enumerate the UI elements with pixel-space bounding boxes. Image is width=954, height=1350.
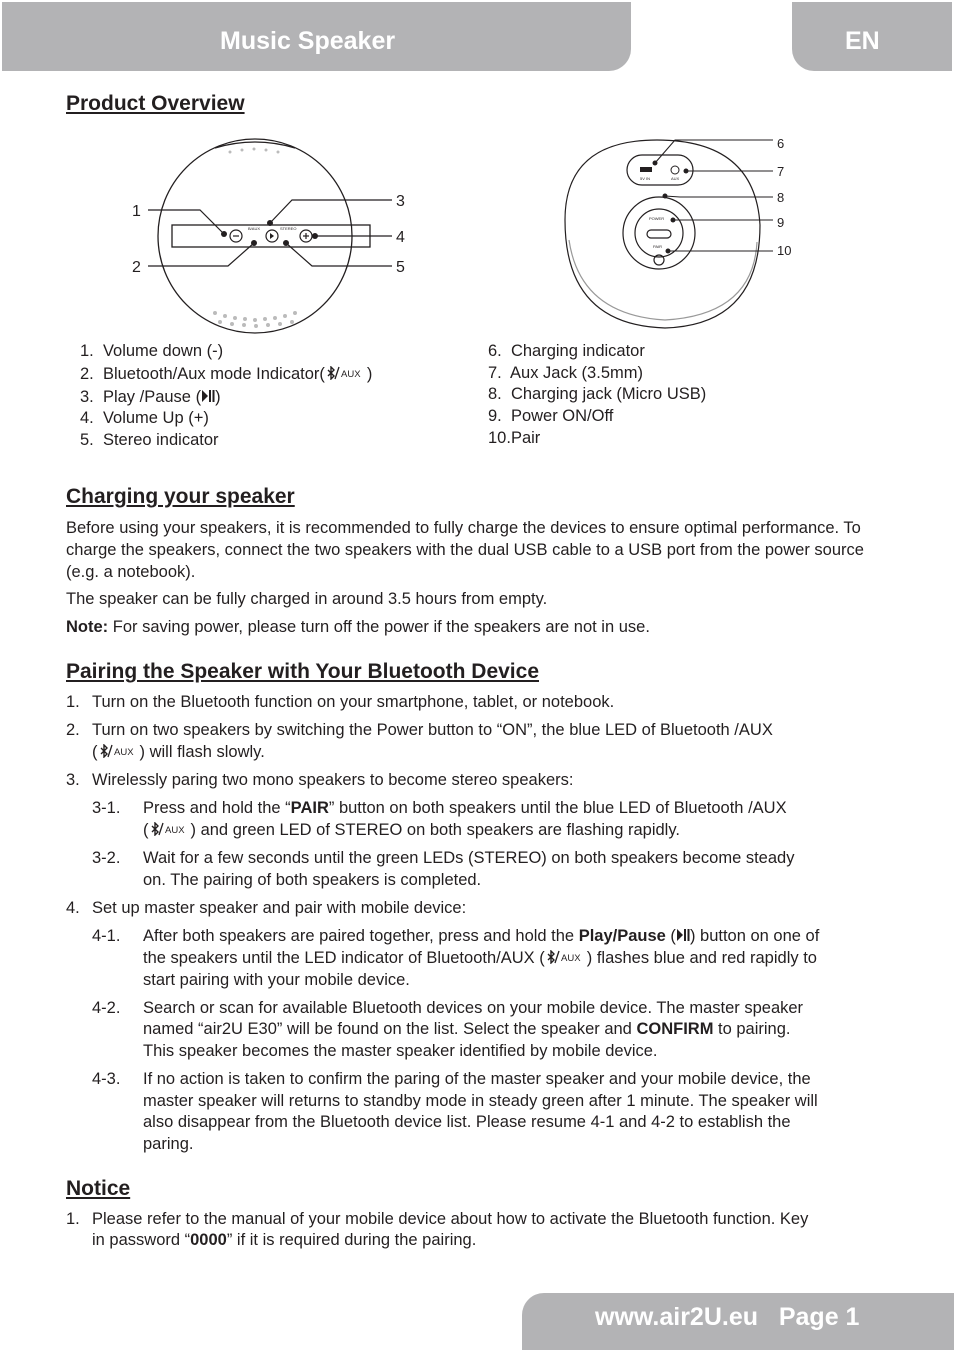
svg-text:AUX: AUX bbox=[164, 825, 185, 836]
pairing-step-4-1: After both speakers are paired together, press and hold the Play/Pause ( ) button on one of bbox=[143, 925, 819, 948]
bluetooth-aux-icon bbox=[325, 364, 367, 386]
notice-heading: Notice bbox=[66, 1177, 131, 1200]
list-item: 2. Bluetooth/Aux mode Indicator( AUX ) bbox=[80, 363, 372, 386]
list-item: 4. Volume Up (+) bbox=[80, 409, 209, 427]
header-lang-bar bbox=[792, 2, 952, 71]
charging-paragraph-1: Before using your speakers, it is recommended to fully charge the devices to ensure optimal performance. To charge the speakers, connect the two speakers with the dual USB cable to a USB port from the power source (e.g. a notebook). bbox=[66, 519, 864, 581]
svg-text:AUX: AUX bbox=[113, 747, 134, 758]
pairing-step-4: Set up master speaker and pair with mobile device: bbox=[92, 899, 467, 917]
back-speaker-illustration bbox=[555, 130, 805, 340]
svg-text:PAIR: PAIR bbox=[653, 244, 663, 249]
list-item: 3. Play /Pause ( ) bbox=[80, 386, 221, 409]
charging-heading: Charging your speaker bbox=[66, 485, 295, 508]
pairing-step-4-2: Search or scan for available Bluetooth devices on your mobile device. The master speaker bbox=[143, 999, 804, 1017]
pairing-step-3-2: Wait for a few seconds until the green LEDs (STEREO) on both speakers become steady bbox=[143, 849, 795, 867]
list-item: 5. Stereo indicator bbox=[80, 431, 219, 449]
pairing-step-1: Turn on the Bluetooth function on your smartphone, tablet, or notebook. bbox=[92, 693, 615, 711]
play-pause-icon bbox=[676, 926, 690, 948]
list-item: 6. Charging indicator bbox=[488, 342, 645, 360]
footer-bar bbox=[522, 1293, 954, 1350]
callout-10: 10 bbox=[777, 243, 792, 258]
svg-text:AUX: AUX bbox=[671, 176, 680, 181]
bluetooth-aux-icon bbox=[545, 948, 587, 970]
overview-heading: Product Overview bbox=[66, 92, 245, 115]
svg-text:AUX: AUX bbox=[340, 369, 361, 380]
charging-paragraph-2: The speaker can be fully charged in around 3.5 hours from empty. bbox=[66, 590, 548, 608]
pairing-step-3: Wirelessly paring two mono speakers to become stereo speakers: bbox=[92, 771, 574, 789]
notice-item-1: Please refer to the manual of your mobile device about how to activate the Bluetooth function. Key bbox=[92, 1210, 809, 1228]
svg-text:AUX: AUX bbox=[560, 953, 581, 964]
pairing-heading: Pairing the Speaker with Your Bluetooth Device bbox=[66, 660, 539, 683]
list-item: 1. Volume down (-) bbox=[80, 342, 224, 360]
callout-5: 5 bbox=[396, 259, 405, 276]
callout-4: 4 bbox=[396, 229, 405, 246]
header-title: Music Speaker bbox=[220, 27, 396, 55]
charging-note: Note: For saving power, please turn off the power if the speakers are not in use. bbox=[66, 618, 650, 636]
pairing-step-2-cont: ( AUX ) will flash slowly. bbox=[92, 741, 265, 764]
svg-text:POWER: POWER bbox=[649, 216, 665, 221]
callout-6: 6 bbox=[777, 136, 785, 151]
pairing-step-3-1: Press and hold the “PAIR” button on both speakers until the blue LED of Bluetooth /AUX bbox=[143, 799, 787, 817]
list-item: 8. Charging jack (Micro USB) bbox=[488, 385, 707, 403]
svg-text:STEREO: STEREO bbox=[280, 226, 297, 231]
svg-text:5V IN: 5V IN bbox=[640, 176, 651, 181]
bluetooth-aux-icon bbox=[149, 820, 191, 842]
list-item: 7. Aux Jack (3.5mm) bbox=[488, 364, 643, 382]
header-lang: EN bbox=[845, 27, 880, 55]
callout-7: 7 bbox=[777, 164, 785, 179]
callout-1: 1 bbox=[132, 203, 141, 220]
header-title-bar bbox=[2, 2, 631, 71]
callout-3: 3 bbox=[396, 193, 405, 210]
callout-9: 9 bbox=[777, 215, 785, 230]
callout-2: 2 bbox=[132, 259, 141, 276]
pairing-step-4-3: If no action is taken to confirm the paring of the master speaker and your mobile device, the bbox=[143, 1070, 811, 1088]
front-speaker-illustration bbox=[120, 130, 420, 340]
svg-text:B/AUX: B/AUX bbox=[248, 226, 261, 231]
footer-text: www.air2U.eu Page 1 bbox=[595, 1303, 860, 1331]
bluetooth-aux-icon bbox=[98, 742, 140, 764]
list-item: 10.Pair bbox=[488, 429, 541, 447]
callout-8: 8 bbox=[777, 190, 785, 205]
list-item: 9. Power ON/Off bbox=[488, 407, 614, 425]
pairing-step-2: Turn on two speakers by switching the Power button to “ON”, the blue LED of Bluetooth /AUX bbox=[92, 721, 773, 739]
play-pause-icon bbox=[201, 387, 215, 409]
